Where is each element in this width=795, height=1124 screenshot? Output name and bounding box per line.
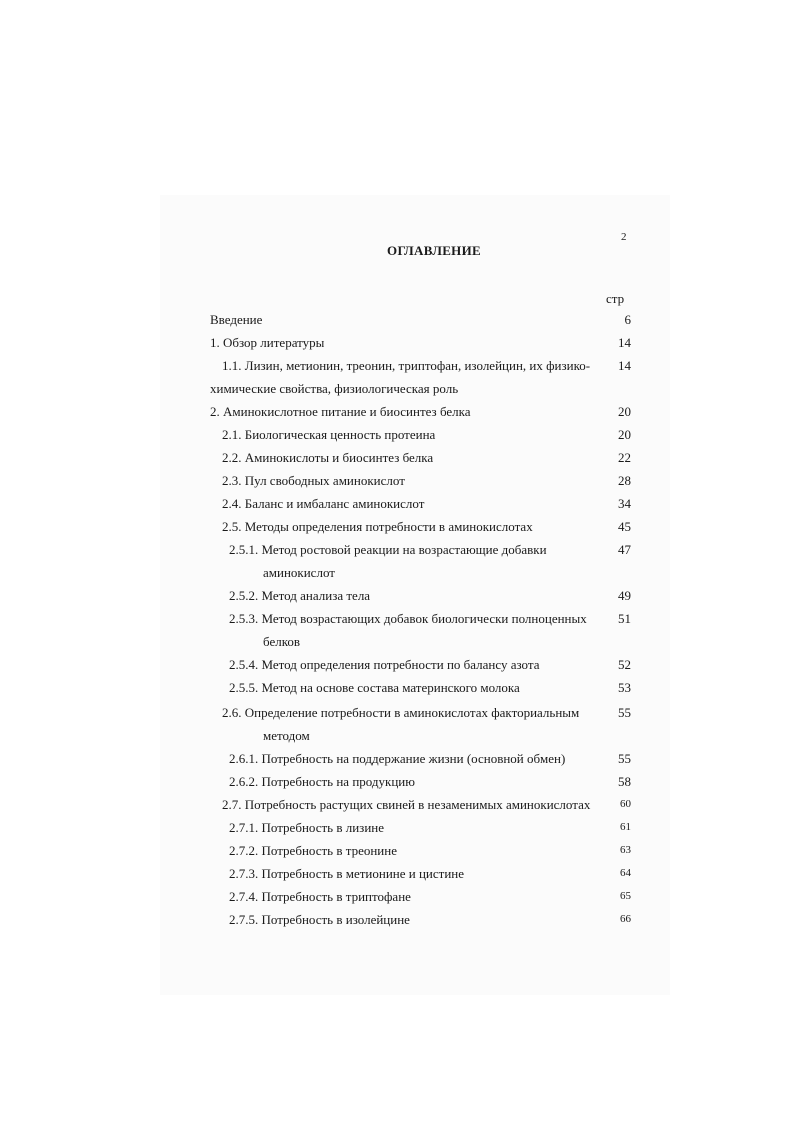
toc-page-number: 6 — [624, 312, 631, 327]
toc-page-number: 55 — [618, 705, 631, 720]
toc-entry-continuation: методом — [263, 728, 310, 743]
toc-entry-continuation: аминокислот — [263, 565, 335, 580]
toc-entry: 2.6.1. Потребность на поддержание жизни (основной обмен) — [229, 751, 566, 766]
toc-page-number: 61 — [620, 821, 631, 833]
toc-page-number: 60 — [620, 798, 631, 810]
toc-entry: 2.7.1. Потребность в лизине — [229, 820, 385, 835]
toc-entry: 2.5.3. Метод возрастающих добавок биологически полноценных — [229, 611, 587, 626]
toc-entry: 2.4. Баланс и имбаланс аминокислот — [222, 496, 425, 511]
page-title: ОГЛАВЛЕНИЕ — [387, 243, 481, 258]
toc-entry: 1.1. Лизин, метионин, треонин, триптофан, изолейцин, их физико- — [222, 358, 591, 373]
toc-page-number: 65 — [620, 890, 631, 902]
toc-entry: 2.7.3. Потребность в метионине и цистине — [229, 866, 465, 881]
toc-page-number: 53 — [618, 680, 631, 695]
toc-entry: 2.7.4. Потребность в триптофане — [229, 889, 411, 904]
toc-page-number: 14 — [618, 358, 631, 373]
toc-entry: 2.5. Методы определения потребности в аминокислотах — [222, 519, 533, 534]
toc-page-number: 45 — [618, 519, 631, 534]
toc-page-number: 66 — [620, 913, 631, 925]
toc-page-number: 64 — [620, 867, 631, 879]
toc-page-number: 14 — [618, 335, 631, 350]
toc-entry: 2.5.1. Метод ростовой реакции на возрастающие добавки — [229, 542, 547, 557]
toc-entry: 1. Обзор литературы — [210, 335, 325, 350]
toc-page-number: 55 — [618, 751, 631, 766]
toc-entry-continuation: белков — [263, 634, 300, 649]
page-number: 2 — [621, 231, 627, 243]
toc-page-number: 52 — [618, 657, 631, 672]
toc-entry: Введение — [210, 312, 263, 327]
toc-page-number: 28 — [618, 473, 631, 488]
toc-entry: 2.7.2. Потребность в треонине — [229, 843, 397, 858]
toc-entry-continuation: химические свойства, физиологическая роль — [210, 381, 459, 396]
toc-page-number: 20 — [618, 427, 631, 442]
toc-entry: 2.3. Пул свободных аминокислот — [222, 473, 405, 488]
toc-entry: 2.6.2. Потребность на продукцию — [229, 774, 415, 789]
toc-entry: 2.2. Аминокислоты и биосинтез белка — [222, 450, 434, 465]
toc-entry: 2.7. Потребность растущих свиней в незаменимых аминокислотах — [222, 797, 591, 812]
toc-page-number: 20 — [618, 404, 631, 419]
toc-page-number: 47 — [618, 542, 631, 557]
page-column-header: стр — [606, 291, 625, 306]
toc-page-number: 58 — [618, 774, 631, 789]
toc-entry: 2.1. Биологическая ценность протеина — [222, 427, 436, 442]
toc-entry: 2.5.5. Метод на основе состава материнского молока — [229, 680, 520, 695]
toc-page-number: 34 — [618, 496, 631, 511]
toc-entry: 2. Аминокислотное питание и биосинтез белка — [210, 404, 471, 419]
toc-entry: 2.6. Определение потребности в аминокислотах факториальным — [222, 705, 580, 720]
toc-entry: 2.5.2. Метод анализа тела — [229, 588, 371, 603]
toc-page-number: 63 — [620, 844, 631, 856]
toc-page-number: 49 — [618, 588, 631, 603]
toc-entry: 2.5.4. Метод определения потребности по балансу азота — [229, 657, 540, 672]
toc-page-number: 22 — [618, 450, 631, 465]
toc-entry: 2.7.5. Потребность в изолейцине — [229, 912, 410, 927]
toc-page-number: 51 — [618, 611, 631, 626]
